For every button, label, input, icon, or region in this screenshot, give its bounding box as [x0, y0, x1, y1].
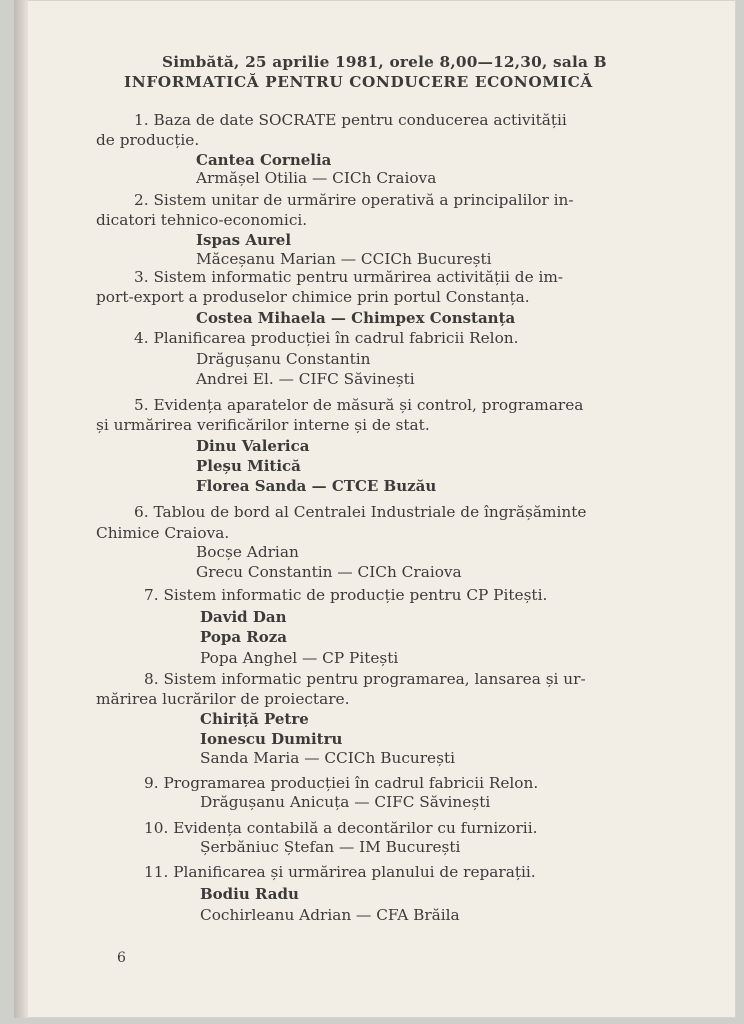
item-7-author-2: Popa Roza [200, 628, 288, 646]
item-8-line-2: mărirea lucrărilor de proiectare. [96, 690, 350, 708]
item-2-author-1: Ispas Aurel [196, 231, 292, 249]
item-5-author-1: Dinu Valerica [196, 437, 310, 455]
section-title: INFORMATICĂ PENTRU CONDUCERE ECONOMICĂ [124, 73, 593, 91]
item-6-line-1: 6. Tablou de bord al Centralei Industriale de îngrășăminte [134, 503, 587, 521]
item-6-author-2: Grecu Constantin — CICh Craiova [196, 563, 462, 581]
item-8-author-1: Chiriță Petre [200, 710, 309, 728]
item-5-line-1: 5. Evidența aparatelor de măsură și control, programarea [134, 396, 584, 414]
session-date-line: Simbătă, 25 aprilie 1981, orele 8,00—12,30, sala B [162, 53, 607, 71]
item-8-line-1: 8. Sistem informatic pentru programarea, lansarea și ur- [144, 670, 586, 688]
item-8-author-2: Ionescu Dumitru [200, 730, 343, 748]
item-5-author-2: Pleșu Mitică [196, 457, 301, 475]
item-1-author-2: Armășel Otilia — CICh Craiova [196, 169, 437, 187]
item-2-line-2: dicatori tehnico-economici. [96, 211, 308, 229]
item-5-author-3: Florea Sanda — CTCE Buzău [196, 477, 437, 495]
item-4-line-1: 4. Planificarea producției în cadrul fabricii Relon. [134, 329, 519, 347]
item-7-author-1: David Dan [200, 608, 287, 626]
item-1-line-1: 1. Baza de date SOCRATE pentru conducerea activității [134, 111, 567, 129]
item-3-line-1: 3. Sistem informatic pentru urmărirea activității de im- [134, 268, 564, 286]
item-10-author-1: Șerbăniuc Ștefan — IM București [200, 838, 461, 856]
item-3-line-2: port-export a produselor chimice prin portul Constanța. [96, 288, 530, 306]
item-7-line-1: 7. Sistem informatic de producție pentru CP Pitești. [144, 586, 548, 604]
document-page [14, 0, 736, 1018]
item-4-author-1: Drăgușanu Constantin [196, 350, 371, 368]
page-number: 6 [117, 950, 126, 966]
item-1-line-2: de producție. [96, 131, 200, 149]
item-2-author-2: Măceșanu Marian — CCICh București [196, 250, 492, 268]
item-6-author-1: Bocșe Adrian [196, 543, 299, 561]
item-11-line-1: 11. Planificarea și urmărirea planului de reparații. [144, 863, 536, 881]
item-11-author-1: Bodiu Radu [200, 885, 299, 903]
item-6-line-2: Chimice Craiova. [96, 524, 230, 542]
item-9-line-1: 9. Programarea producției în cadrul fabricii Relon. [144, 774, 539, 792]
item-9-author-1: Drăgușanu Anicuța — CIFC Săvinești [200, 793, 491, 811]
item-10-line-1: 10. Evidența contabilă a decontărilor cu furnizorii. [144, 819, 538, 837]
item-1-author-1: Cantea Cornelia [196, 151, 332, 169]
item-4-author-2: Andrei El. — CIFC Săvinești [196, 370, 415, 388]
item-2-line-1: 2. Sistem unitar de urmărire operativă a principalilor in- [134, 191, 574, 209]
item-5-line-2: și urmărirea verificărilor interne și de stat. [96, 416, 430, 434]
item-3-author-1: Costea Mihaela — Chimpex Constanța [196, 309, 516, 327]
item-8-author-3: Sanda Maria — CCICh București [200, 749, 455, 767]
item-7-author-3: Popa Anghel — CP Pitești [200, 649, 399, 667]
item-11-author-2: Cochirleanu Adrian — CFA Brăila [200, 906, 460, 924]
